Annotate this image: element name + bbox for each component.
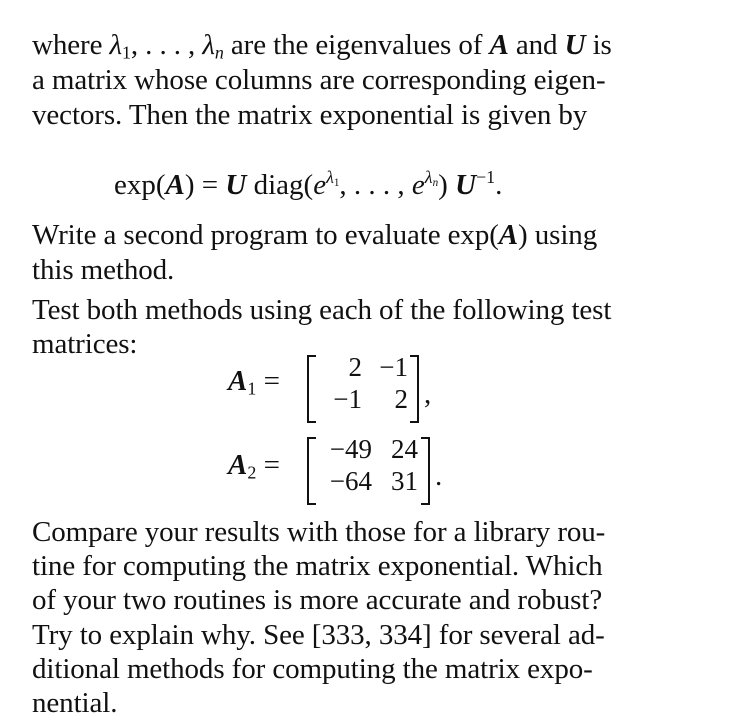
- punctuation: ,: [424, 378, 432, 410]
- text-line: Compare your results with those for a library rou-: [32, 516, 606, 548]
- matrix-cell: −1: [379, 352, 408, 382]
- text-line: Test both methods using each of the following test: [32, 294, 612, 326]
- matrix-cell: 2: [348, 352, 362, 382]
- text-line: Write a second program to evaluate exp(A) using: [32, 219, 598, 251]
- left-bracket: [307, 437, 316, 505]
- matrix-cell: 2: [394, 384, 408, 414]
- text-line: where $\lambda_1$, . . . , $\lambda_n$ are the eigenvalues of A and U is: [32, 29, 612, 63]
- text-line: nential.: [32, 687, 118, 719]
- text-line: Try to explain why. See [333, 334] for several ad-: [32, 619, 605, 651]
- matrix-cell: 24: [391, 434, 418, 464]
- right-bracket: [421, 437, 430, 505]
- matrix-cell: −49: [329, 434, 372, 464]
- text-line: tine for computing the matrix exponential. Which: [32, 550, 603, 582]
- text-line: ditional methods for computing the matrix expo-: [32, 653, 593, 685]
- text-line: matrices:: [32, 328, 138, 360]
- text-line: this method.: [32, 254, 175, 286]
- matrix-cell: −64: [329, 466, 372, 496]
- text-line: of your two routines is more accurate and robust?: [32, 584, 603, 616]
- matrix-cell: 31: [391, 466, 418, 496]
- text-line: vectors. Then the matrix exponential is given by: [32, 99, 588, 131]
- matrix-exponential-equation: exp(A) = U $diag(e^{\lambda_1}$, . . . , $e^{\lambda_n}$) $U^{-1}$.: [114, 167, 503, 201]
- left-bracket: [307, 355, 316, 423]
- text-line: a matrix whose columns are corresponding eigen-: [32, 64, 606, 96]
- matrix-label: $A_2$ =: [228, 449, 280, 483]
- matrix-label: $A_1$ =: [228, 365, 280, 399]
- right-bracket: [410, 355, 419, 423]
- matrix-cell: −1: [333, 384, 362, 414]
- punctuation: .: [435, 460, 443, 492]
